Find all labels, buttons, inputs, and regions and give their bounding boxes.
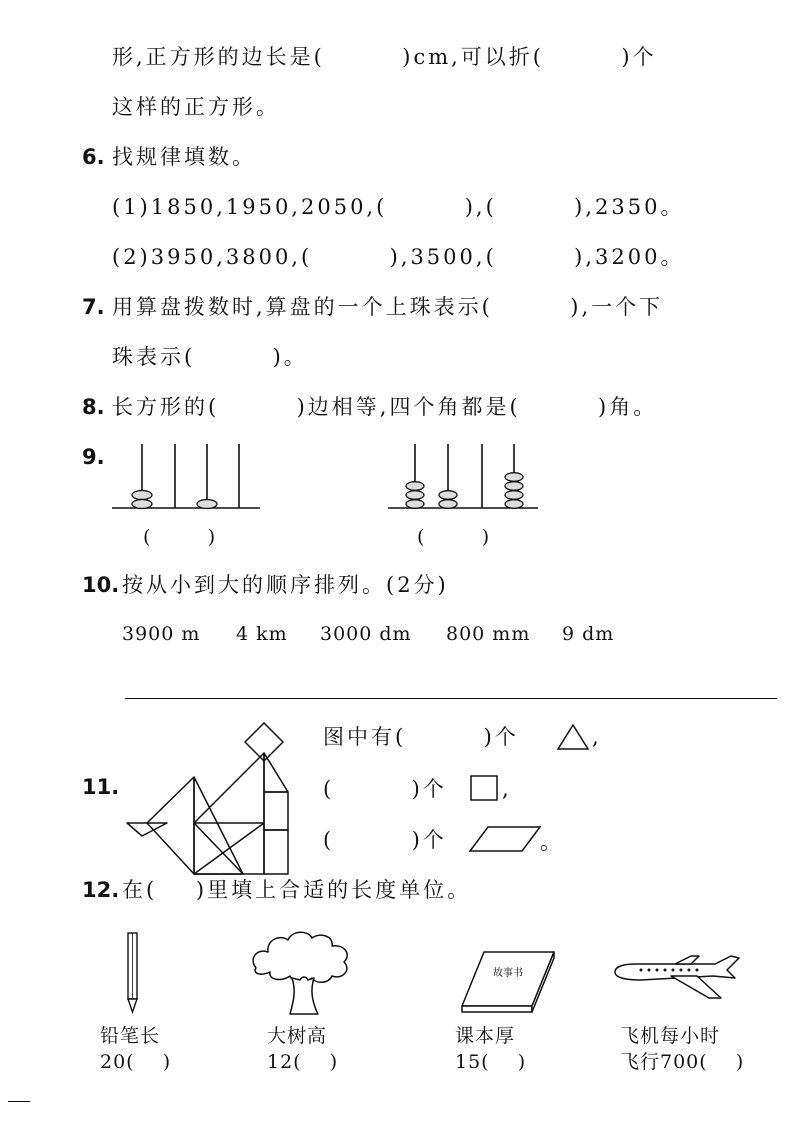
abacus-right <box>388 442 540 512</box>
q10-number: 10. <box>82 573 120 597</box>
item-value-book: 15( ) <box>455 1051 527 1073</box>
q12-number: 12. <box>82 878 120 902</box>
square-icon <box>469 774 499 802</box>
q11-line1: 图中有( )个 <box>323 725 519 749</box>
divider <box>125 698 777 699</box>
q11-number: 11. <box>82 775 120 799</box>
q11-line2-end: , <box>502 777 512 801</box>
q10-title: 按从小到大的顺序排列。(2分) <box>122 573 449 597</box>
book-icon <box>460 950 560 1016</box>
item-label-book: 课本厚 <box>455 1025 516 1047</box>
item-value-tree: 12( ) <box>267 1051 339 1073</box>
parallelogram-icon <box>468 825 542 853</box>
tangram-figure <box>125 720 295 880</box>
q9-blank-right: ( ) <box>417 526 491 548</box>
q10-item: 3900 m <box>122 623 201 645</box>
q11-line3-end: 。 <box>540 830 564 854</box>
q11-line1-end: , <box>592 725 602 749</box>
q10-item: 4 km <box>236 623 288 645</box>
q9-blank-left: ( ) <box>143 526 217 548</box>
item-label-pencil: 铅笔长 <box>100 1025 161 1047</box>
q6-number: 6. <box>82 145 105 169</box>
item-label-tree: 大树高 <box>267 1025 328 1047</box>
tree-icon <box>248 928 358 1016</box>
airplane-icon <box>611 956 743 1004</box>
q7-number: 7. <box>82 295 105 319</box>
q5-line1: 形,正方形的边长是( )cm,可以折( )个 <box>112 45 657 69</box>
q7-line2: 珠表示( )。 <box>112 345 308 369</box>
q8-number: 8. <box>82 395 105 419</box>
item-label-plane: 飞机每小时 <box>620 1025 721 1047</box>
q10-item: 9 dm <box>562 623 615 645</box>
q10-item: 800 mm <box>446 623 531 645</box>
abacus-left <box>112 442 262 512</box>
q6-row2: (2)3950,3800,( ),3500,( ),3200。 <box>112 245 685 269</box>
item-value-plane: 飞行700( ) <box>620 1051 745 1073</box>
q6-row1: (1)1850,1950,2050,( ),( ),2350。 <box>112 195 685 219</box>
item-value-pencil: 20( ) <box>100 1051 172 1073</box>
q10-item: 3000 dm <box>320 623 412 645</box>
q6-title: 找规律填数。 <box>112 145 256 169</box>
q7-line1: 用算盘拨数时,算盘的一个上珠表示( ),一个下 <box>112 295 664 319</box>
triangle-icon <box>556 723 590 751</box>
book-title: 故事书 <box>493 968 523 979</box>
q11-line3: ( )个 <box>323 828 447 852</box>
q9-number: 9. <box>82 445 105 469</box>
q8-text: 长方形的( )边相等,四个角都是( )角。 <box>112 395 658 419</box>
footer-mark <box>8 1101 30 1102</box>
pencil-icon <box>123 932 143 1014</box>
q5-line2: 这样的正方形。 <box>112 95 280 119</box>
q12-title: 在( )里填上合适的长度单位。 <box>122 878 472 902</box>
q11-line2: ( )个 <box>323 777 447 801</box>
